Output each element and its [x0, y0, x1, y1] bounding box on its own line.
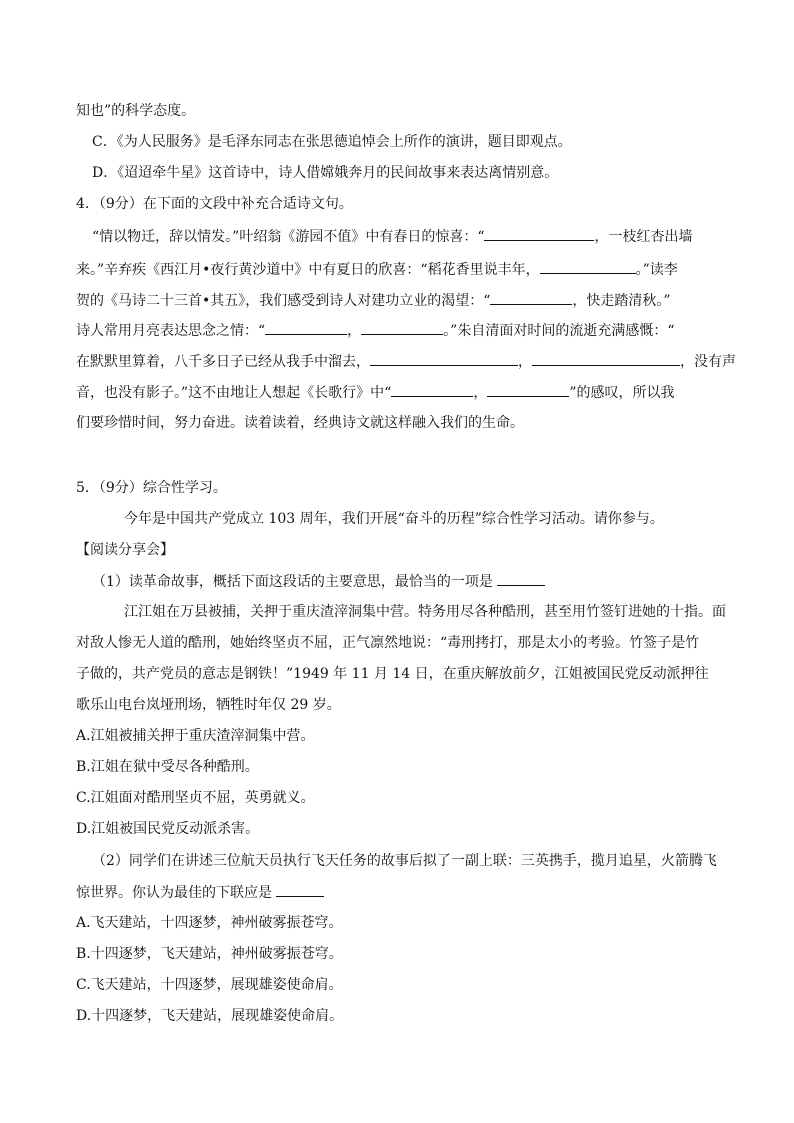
text-segment: （1）读革命故事，概括下面这段话的主要意思，最恰当的一项是 — [92, 574, 493, 590]
option-d-line: D．《迢迢牵牛星》这首诗中，诗人借嫦娥奔月的民间故事来表达离情别意。 — [92, 165, 559, 181]
option-b[interactable]: B.十四逐梦，飞天建站，神州破雾振苍穹。 — [76, 946, 343, 962]
answer-blank[interactable] — [532, 351, 680, 366]
option-d[interactable]: D.江姐被国民党反动派杀害。 — [76, 821, 260, 837]
sub-question-1 — [92, 571, 545, 592]
text-line: 们要珍惜时间，努力奋进。读着读着，经典诗文就这样融入我们的生命。 — [76, 415, 524, 431]
option-c[interactable]: C.江姐面对酷刑坚贞不屈，英勇就义。 — [76, 790, 315, 806]
text-segment: ， — [347, 323, 362, 339]
question-5-heading: 5．（9分）综合性学习。 — [76, 480, 227, 496]
text-segment: ， — [518, 354, 532, 370]
text-segment: 诗人常用月亮表达思念之情：“ — [76, 323, 266, 339]
option-a[interactable]: A.飞天建站，十四逐梦，神州破雾振苍穹。 — [76, 915, 343, 931]
text-segment: 贺的《马诗二十三首•其五》，我们感受到诗人对建功立业的渴望：“ — [76, 293, 491, 309]
answer-blank[interactable] — [391, 382, 473, 397]
answer-blank[interactable] — [540, 259, 636, 274]
text-line — [76, 882, 324, 903]
text-segment: ，没有声 — [680, 354, 736, 370]
answer-blank[interactable] — [265, 320, 347, 335]
option-d[interactable]: D.十四逐梦，飞天建站，展现雄姿使命肩。 — [76, 1008, 344, 1024]
answer-blank[interactable] — [490, 290, 572, 305]
answer-blank[interactable] — [276, 882, 324, 897]
text-segment: 音，也没有影子。”这不由地让人想起《长歌行》中“ — [76, 385, 392, 401]
answer-blank[interactable] — [361, 320, 443, 335]
option-a[interactable]: A.江姐被捕关押于重庆渣滓洞集中营。 — [76, 728, 315, 744]
text-segment: “情以物迁，辞以情发。”叶绍翁《游园不值》中有春日的惊喜：“ — [92, 229, 485, 245]
passage-line: 对敌人惨无人道的酷刑，她始终坚贞不屈，正气凛然地说：“毒刑拷打，那是太小的考验。竹签子是竹 — [76, 635, 700, 651]
text-line: 今年是中国共产党成立 103 周年，我们开展“奋斗的历程”综合性学习活动。请你参与。 — [124, 511, 664, 527]
text-segment: ，快走踏清秋。” — [572, 293, 671, 309]
answer-blank[interactable] — [487, 382, 569, 397]
text-segment: 。”朱自清面对时间的流逝充满感慨：“ — [443, 323, 675, 339]
passage-line: 江江姐在万县被捕，关押于重庆渣滓洞集中营。特务用尽各种酷刑，甚至用竹签钉进她的十指。面 — [124, 604, 726, 620]
text-line — [76, 259, 678, 280]
answer-blank[interactable] — [484, 226, 594, 241]
answer-blank[interactable] — [497, 571, 545, 586]
option-c[interactable]: C.飞天建站，十四逐梦，展现雄姿使命肩。 — [76, 977, 343, 993]
option-c-line: C．《为人民服务》是毛泽东同志在张思德追悼会上所作的演讲，题目即观点。 — [92, 134, 572, 150]
text-line — [76, 351, 736, 372]
sub-question-2: （2）同学们在讲述三位航天员执行飞天任务的故事后拟了一副上联：三英携手，揽月追星，火箭腾飞 — [92, 853, 717, 869]
section-heading: 【阅读分享会】 — [76, 542, 174, 558]
passage-line: 歌乐山电台岚垭刑场，牺牲时年仅 29 岁。 — [76, 697, 341, 713]
text-line — [76, 290, 671, 311]
text-segment: ， — [473, 385, 488, 401]
text-segment: ”的感叹，所以我 — [569, 385, 675, 401]
text-line: 知也”的科学态度。 — [76, 103, 196, 119]
answer-blank[interactable] — [370, 351, 518, 366]
text-segment: 来。”辛弃疾《西江月•夜行黄沙道中》中有夏日的欣喜：“稻花香里说丰年， — [76, 262, 540, 278]
passage-line: 子做的，共产党员的意志是钢铁！”1949 年 11 月 14 日，在重庆解放前夕，江姐被国民党反动派押往 — [76, 666, 709, 682]
text-line — [76, 382, 675, 403]
text-line — [92, 226, 692, 247]
text-segment: 。”读李 — [635, 262, 678, 278]
text-segment: 在默默里算着，八千多日子已经从我手中溜去， — [76, 354, 370, 370]
question-4-heading: 4．（9分）在下面的文段中补充合适诗文句。 — [76, 196, 353, 212]
text-segment: ，一枝红杏出墙 — [594, 229, 693, 245]
option-b[interactable]: B.江姐在狱中受尽各种酷刑。 — [76, 759, 259, 775]
text-segment: 惊世界。你认为最佳的下联应是 — [76, 885, 272, 901]
text-line — [76, 320, 675, 341]
